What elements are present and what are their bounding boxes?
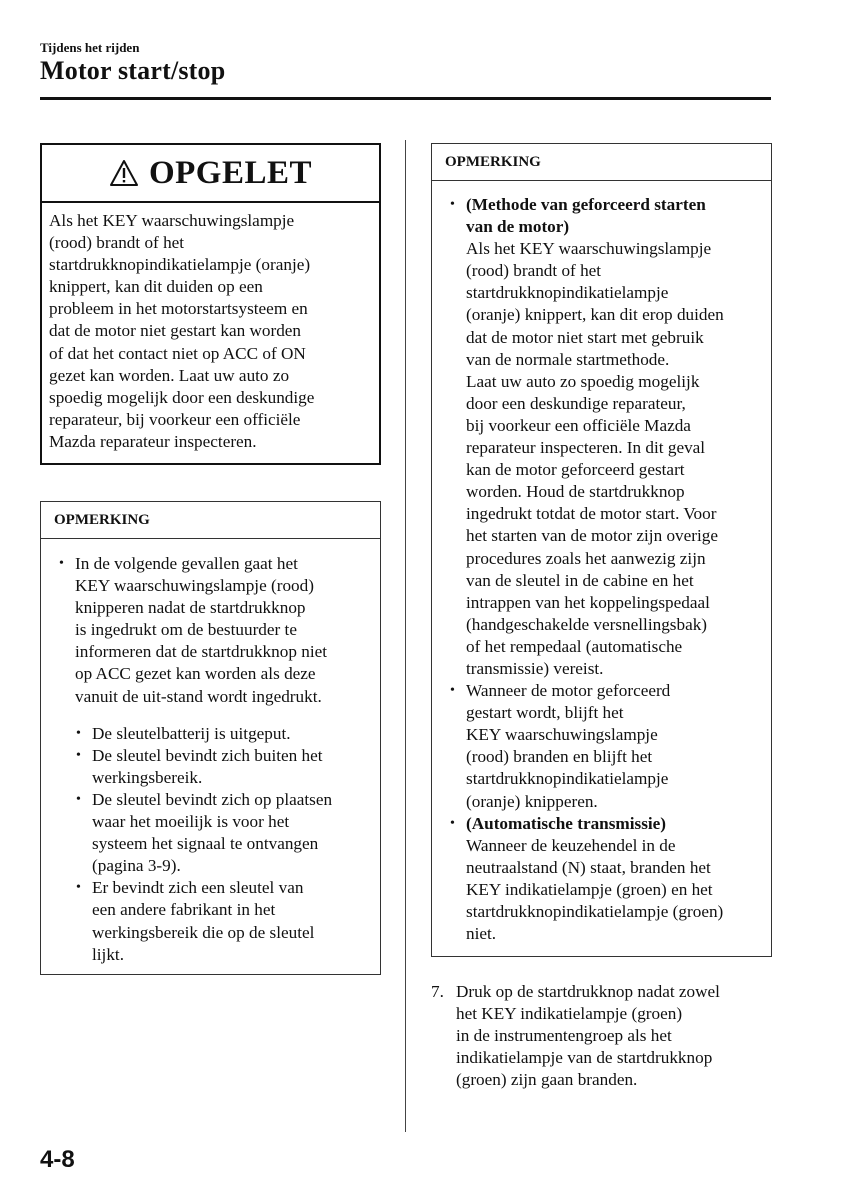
text-line: startdrukknopindikatielampje (groen) bbox=[466, 902, 724, 921]
text-line: gezet kan worden. Laat uw auto zo bbox=[49, 365, 290, 385]
text-line: knipperen nadat de startdrukknop bbox=[75, 598, 306, 618]
note-heading: OPMERKING bbox=[41, 502, 380, 539]
text-line: (oranje) knipperen. bbox=[466, 791, 598, 811]
page-number: 4-8 bbox=[40, 1146, 75, 1173]
text-line: werkingsbereik. bbox=[92, 767, 203, 787]
text-line: startdrukknopindikatielampje bbox=[466, 769, 669, 789]
list-item bbox=[466, 680, 770, 813]
text-line: informeren dat de startdrukknop niet bbox=[75, 642, 328, 662]
text-line: knippert, kan dit duiden op een bbox=[49, 277, 263, 297]
text-line: • De sleutelbatterij is uitgeput. bbox=[92, 723, 291, 743]
text-line: (rood) brandt of het bbox=[466, 261, 602, 281]
text-line: intrappen van het koppelingspedaal bbox=[466, 592, 710, 612]
text-line: Laat uw auto zo spoedig mogelijk bbox=[466, 371, 700, 391]
text-line: werkingsbereik die op de sleutel bbox=[92, 922, 315, 942]
text-line: van de sleutel in de cabine en het bbox=[466, 570, 694, 590]
list-item bbox=[75, 553, 376, 966]
text-line: • In de volgende gevallen gaat het bbox=[75, 554, 298, 573]
sub-list-item bbox=[92, 789, 376, 877]
text-line: reparateur inspecteren. In dit geval bbox=[466, 438, 706, 458]
text-line: of het rempedaal (automatische bbox=[466, 636, 683, 656]
text-line: (groen) zijn gaan branden. bbox=[456, 1070, 638, 1090]
text-line: startdrukknopindikatielampje (oranje) bbox=[49, 255, 311, 275]
section-label: Tijdens het rijden bbox=[40, 40, 140, 55]
caution-box bbox=[40, 143, 381, 465]
step-number: 7. bbox=[431, 982, 444, 1001]
text-line: Mazda reparateur inspecteren. bbox=[49, 431, 257, 451]
text-line: vanuit de uit-stand wordt ingedrukt. bbox=[75, 686, 322, 706]
text-line: indikatielampje van de startdrukknop bbox=[456, 1048, 713, 1068]
caution-header bbox=[42, 145, 379, 203]
text-line: worden. Houd de startdrukknop bbox=[466, 482, 685, 502]
text-line: is ingedrukt om de bestuurder te bbox=[75, 620, 297, 640]
caution-title: OPGELET bbox=[148, 154, 313, 191]
text-line: kan de motor geforceerd gestart bbox=[466, 460, 685, 480]
text-line: systeem het signaal te ontvangen bbox=[92, 834, 319, 854]
note-heading: OPMERKING bbox=[432, 144, 771, 181]
text-line: op ACC gezet kan worden als deze bbox=[75, 664, 316, 684]
text-line: dat de motor niet gestart kan worden bbox=[49, 321, 302, 341]
text-line: gestart wordt, blijft het bbox=[466, 703, 624, 723]
text-line: lijkt. bbox=[92, 944, 124, 964]
text-line: (rood) brandt of het bbox=[49, 233, 185, 253]
text-line: probleem in het motorstartsysteem en bbox=[49, 299, 308, 319]
text-line: het starten van de motor zijn overige bbox=[466, 526, 718, 546]
text-line: het KEY indikatielampje (groen) bbox=[456, 1004, 683, 1024]
text-line: • De sleutel bevindt zich op plaatsen bbox=[92, 789, 333, 809]
note-list bbox=[41, 539, 376, 966]
step-text bbox=[456, 981, 776, 1091]
text-line: KEY waarschuwingslampje bbox=[466, 725, 658, 745]
text-line: reparateur, bij voorkeur een officiële bbox=[49, 409, 301, 429]
text-line: dat de motor niet start met gebruik bbox=[466, 327, 704, 347]
text-line: spoedig mogelijk door een deskundige bbox=[49, 387, 315, 407]
text-line: • Er bevindt zich een sleutel van bbox=[92, 878, 304, 898]
text-line: waar het moeilijk is voor het bbox=[92, 812, 290, 832]
note-list bbox=[432, 181, 770, 945]
text-line: KEY indikatielampje (groen) en het bbox=[466, 879, 713, 899]
text-line: • De sleutel bevindt zich buiten het bbox=[92, 745, 323, 765]
text-line: of dat het contact niet op ACC of ON bbox=[49, 343, 306, 363]
text-line: • (Automatische transmissie) bbox=[466, 813, 667, 833]
sub-list-item bbox=[92, 745, 376, 789]
text-line: bij voorkeur een officiële Mazda bbox=[466, 415, 691, 435]
list-item bbox=[466, 194, 770, 680]
text-line: startdrukknopindikatielampje bbox=[466, 283, 669, 303]
text-line: (pagina 3-9). bbox=[92, 856, 181, 876]
text-line: van de motor) bbox=[466, 217, 570, 237]
text-line: niet. bbox=[466, 924, 497, 944]
text-line: (rood) branden en blijft het bbox=[466, 747, 653, 767]
page-title: Motor start/stop bbox=[40, 56, 226, 85]
note-box-left bbox=[40, 501, 381, 975]
text-line: procedures zoals het aanwezig zijn bbox=[466, 548, 706, 568]
column-divider bbox=[405, 140, 406, 1132]
note-box-right bbox=[431, 143, 772, 957]
caution-text bbox=[42, 203, 370, 453]
text-line: • Wanneer de motor geforceerd bbox=[466, 681, 671, 701]
text-line: van de normale startmethode. bbox=[466, 349, 670, 369]
title-rule bbox=[40, 97, 771, 100]
text-line: neutraalstand (N) staat, branden het bbox=[466, 857, 711, 877]
text-line: (handgeschakelde versnellingsbak) bbox=[466, 614, 708, 634]
text-line: in de instrumentengroep als het bbox=[456, 1026, 672, 1046]
text-line: Als het KEY waarschuwingslampje bbox=[49, 211, 295, 230]
list-item bbox=[466, 813, 770, 946]
sub-list bbox=[75, 723, 376, 966]
text-line: een andere fabrikant in het bbox=[92, 900, 276, 920]
sub-list-item bbox=[92, 877, 376, 965]
text-line: Wanneer de keuzehendel in de bbox=[466, 835, 676, 855]
text-line: door een deskundige reparateur, bbox=[466, 393, 686, 413]
sub-list-item bbox=[92, 723, 376, 745]
text-line: • (Methode van geforceerd starten bbox=[466, 195, 706, 214]
text-line: transmissie) vereist. bbox=[466, 658, 604, 678]
text-line: ingedrukt totdat de motor start. Voor bbox=[466, 504, 717, 524]
text-line: Als het KEY waarschuwingslampje bbox=[466, 239, 712, 259]
text-line: (oranje) knippert, kan dit erop duiden bbox=[466, 305, 724, 325]
text-line: KEY waarschuwingslampje (rood) bbox=[75, 576, 314, 596]
warning-triangle-icon bbox=[109, 159, 139, 187]
text-line: Druk op de startdrukknop nadat zowel bbox=[456, 982, 720, 1001]
